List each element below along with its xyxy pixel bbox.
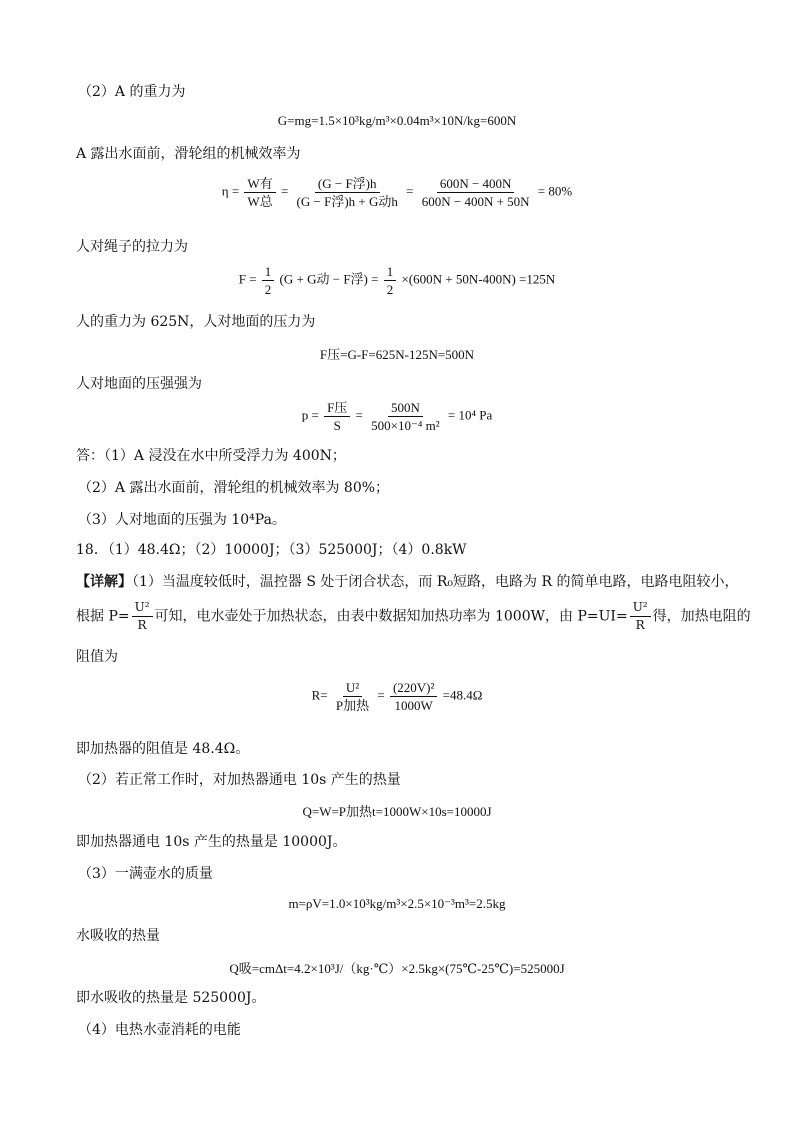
eta-work-den: W总	[247, 194, 273, 209]
pull-force-heading: 人对绳子的拉力为	[76, 239, 188, 255]
power-num-2: U²	[630, 600, 651, 617]
eta-symbolic-num: (G − F浮)h	[315, 176, 380, 193]
part4-energy-heading: （4）电热水壶消耗的电能	[78, 1022, 241, 1038]
detail-text-2c: 得，加热电阻的	[652, 608, 751, 625]
R-numeric-num: (220V)²	[390, 680, 437, 697]
half-num-1: 1	[262, 264, 275, 281]
eta-work-fraction	[244, 176, 275, 209]
power-num-1: U²	[132, 600, 153, 617]
R-symbolic-fraction	[333, 680, 372, 713]
detail-text-2b: 可知，电水壶处于加热状态，由表中数据知加热功率为 1000W，由 P=UI=	[154, 608, 628, 625]
pressure-formula	[0, 400, 794, 433]
heat-formula: Q=W=P加热t=1000W×10s=10000J	[302, 804, 492, 819]
mass-formula: m=ρV=1.0×10³kg/m³×2.5×10⁻³m³=2.5kg	[288, 896, 506, 911]
R-lhs: R=	[311, 687, 328, 703]
detail-text-2a: 根据 P=	[76, 608, 130, 625]
answer-1: 答：（1）A 浸没在水中所受浮力为 400N；	[76, 448, 346, 464]
p-numeric-num: 500N	[388, 400, 423, 417]
eta-work-num: W有	[244, 176, 275, 193]
eta-symbolic-fraction	[294, 176, 401, 209]
eta-numeric-num: 600N − 400N	[437, 176, 515, 193]
detail-line-1	[76, 573, 738, 591]
detail-text-1: （1）当温度较低时，温控器 S 处于闭合状态，而 R₀短路，电路为 R 的简单电路，电路电阻较小，	[132, 574, 739, 590]
eta-result: = 80%	[537, 183, 573, 199]
answer-3: （3）人对地面的压强为 10⁴Pa。	[78, 512, 286, 528]
F-rest: ×(600N + 50N-400N) =125N	[401, 271, 556, 287]
p-numeric-den: 500×10⁻⁴ m²	[371, 418, 440, 433]
detail-line-2	[76, 600, 751, 633]
part3-mass-heading: （3）一满壶水的质量	[78, 866, 213, 882]
eta-numeric-fraction	[419, 176, 533, 209]
half-fraction-1	[262, 264, 275, 297]
power-fraction-1	[132, 600, 153, 633]
efficiency-heading: A 露出水面前，滑轮组的机械效率为	[76, 146, 301, 162]
p-symbolic-num: F压	[324, 400, 350, 417]
power-den-2: R	[635, 618, 645, 632]
efficiency-formula	[0, 176, 794, 209]
R-numeric-fraction	[390, 680, 437, 713]
absorbed-heat-heading: 水吸收的热量	[76, 928, 160, 944]
p-symbolic-den: S	[333, 418, 341, 433]
power-den-1: R	[137, 618, 147, 632]
resistance-conclusion: 即加热器的阻值是 48.4Ω。	[76, 741, 250, 757]
answer-2: （2）A 露出水面前，滑轮组的机械效率为 80%；	[78, 480, 390, 496]
pressure-force-formula: F压=G-F=625N-125N=500N	[319, 347, 475, 362]
eta-numeric-den: 600N − 400N + 50N	[421, 194, 530, 209]
absorbed-heat-formula: Q吸=cmΔt=4.2×10³J/（kg·℃）×2.5kg×(75℃-25℃)=525000J	[229, 961, 565, 976]
pressure-heading: 人对地面的压强强为	[76, 376, 202, 392]
resistance-heading: 阻值为	[76, 649, 118, 665]
R-symbolic-num: U²	[343, 680, 362, 697]
power-fraction-2	[630, 600, 651, 633]
heat-conclusion: 即加热器通电 10s 产生的热量是 10000J。	[76, 834, 347, 850]
half-fraction-2	[384, 264, 397, 297]
p-result: = 10⁴ Pa	[447, 407, 493, 423]
R-result: =48.4Ω	[442, 687, 483, 703]
eta-symbolic-den: (G − F浮)h + G动h	[296, 194, 398, 209]
absorbed-heat-conclusion: 即水吸收的热量是 525000J。	[76, 990, 266, 1006]
eq-sign-2: =	[406, 183, 414, 199]
eta-lhs: η =	[221, 183, 240, 199]
half-num-2: 1	[384, 264, 397, 281]
half-den-2: 2	[386, 282, 394, 297]
p-symbolic-fraction	[324, 400, 350, 433]
eq-sign-1: =	[280, 183, 289, 199]
F-lhs: F =	[238, 271, 257, 287]
R-numeric-den: 1000W	[394, 698, 433, 713]
part2-heat-heading: （2）若正常工作时，对加热器通电 10s 产生的热量	[78, 772, 401, 788]
F-mid: (G + G动 − F浮) =	[279, 271, 379, 287]
person-weight-line: 人的重力为 625N，人对地面的压力为	[76, 314, 316, 330]
q18-answers: 18．（1）48.4Ω；（2）10000J；（3）525000J；（4）0.8kW	[76, 542, 467, 558]
eq-sign-4: =	[377, 687, 385, 703]
resistance-formula	[0, 680, 794, 713]
p-lhs: p =	[301, 407, 319, 423]
pull-force-formula	[0, 264, 794, 297]
part2-heading: （2）A 的重力为	[78, 84, 186, 100]
eq-sign-3: =	[355, 407, 363, 423]
R-symbolic-den: P加热	[335, 698, 370, 713]
gravity-formula: G=mg=1.5×10³kg/m³×0.04m³×10N/kg=600N	[277, 113, 517, 128]
half-den-1: 2	[264, 282, 272, 297]
detail-label: 【详解】	[76, 574, 132, 590]
p-numeric-fraction	[368, 400, 443, 433]
